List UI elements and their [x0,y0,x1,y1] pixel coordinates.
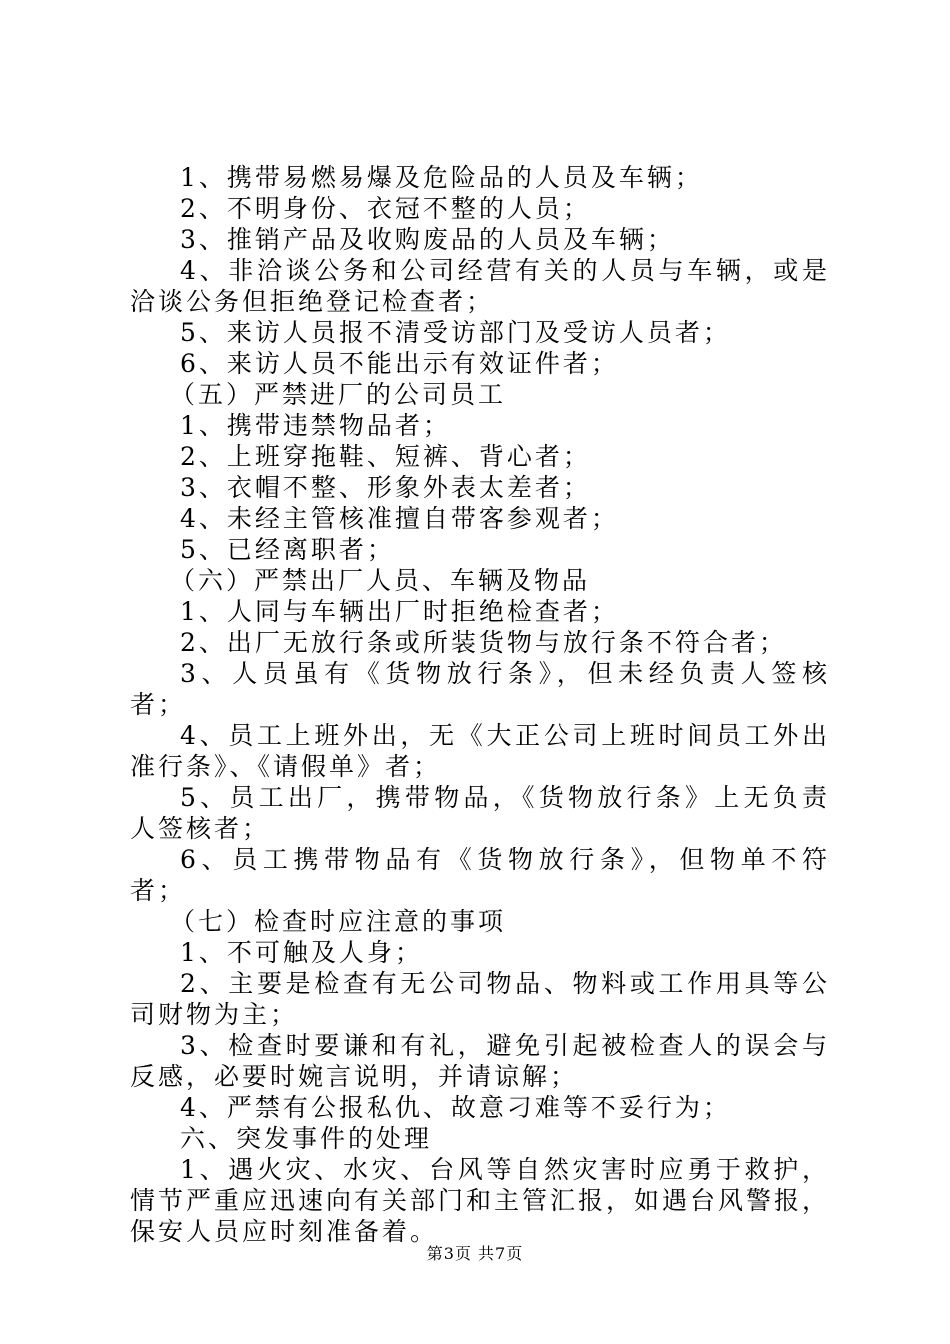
list-item: 2、不明身份、衣冠不整的人员； [180,194,591,223]
list-item: 6、来访人员不能出示有效证件者； [180,349,619,378]
list-item: 2、主要是检查有无公司物品、物料或工作用具等公司财物为主； [130,969,830,1029]
list-item: 4、未经主管核准擅自带客参观者； [180,504,619,533]
list-item: 2、出厂无放行条或所装货物与放行条不符合者； [180,628,787,657]
list-item: 5、员工出厂，携带物品，《货物放行条》上无负责人签核者； [130,783,830,843]
list-item: 3、衣帽不整、形象外表太差者； [180,473,591,502]
list-item: 2、上班穿拖鞋、短裤、背心者； [180,442,591,471]
page-number-footer: 第3页 共7页 [426,1244,524,1263]
list-item: 6、员工携带物品有《货物放行条》，但物单不符者； [130,845,830,905]
list-item: 1、人同与车辆出厂时拒绝检查者； [180,597,619,626]
list-item: 1、携带违禁物品者； [180,411,451,440]
body-text [130,162,830,1247]
list-item: 3、人员虽有《货物放行条》，但未经负责人签核者； [130,659,830,719]
list-item: 4、非洽谈公务和公司经营有关的人员与车辆，或是洽谈公务但拒绝登记检查者； [130,256,830,316]
list-item: 4、员工上班外出，无《大正公司上班时间员工外出准行条》、《请假单》者； [130,721,830,781]
list-item: 3、推销产品及收购废品的人员及车辆； [180,225,675,254]
section-heading: （六）严禁出厂人员、车辆及物品 [170,566,591,595]
section-heading: （五）严禁进厂的公司员工 [170,380,507,409]
list-item: 5、已经离职者； [180,535,395,564]
section-heading: （七）检查时应注意的事项 [170,907,507,936]
list-item: 3、检查时要谦和有礼，避免引起被检查人的误会与反感，必要时婉言说明，并请谅解； [130,1031,830,1091]
list-item: 1、携带易燃易爆及危险品的人员及车辆； [180,163,703,192]
section-heading: 六、突发事件的处理 [180,1124,433,1153]
list-item: 5、来访人员报不清受访部门及受访人员者； [180,318,731,347]
list-item: 1、遇火灾、水灾、台风等自然灾害时应勇于救护，情节严重应迅速向有关部门和主管汇报，如遇台风警报，保安人员应时刻准备着。 [130,1155,831,1246]
list-item: 4、严禁有公报私仇、故意刁难等不妥行为； [180,1093,731,1122]
list-item: 1、不可触及人身； [180,938,423,967]
